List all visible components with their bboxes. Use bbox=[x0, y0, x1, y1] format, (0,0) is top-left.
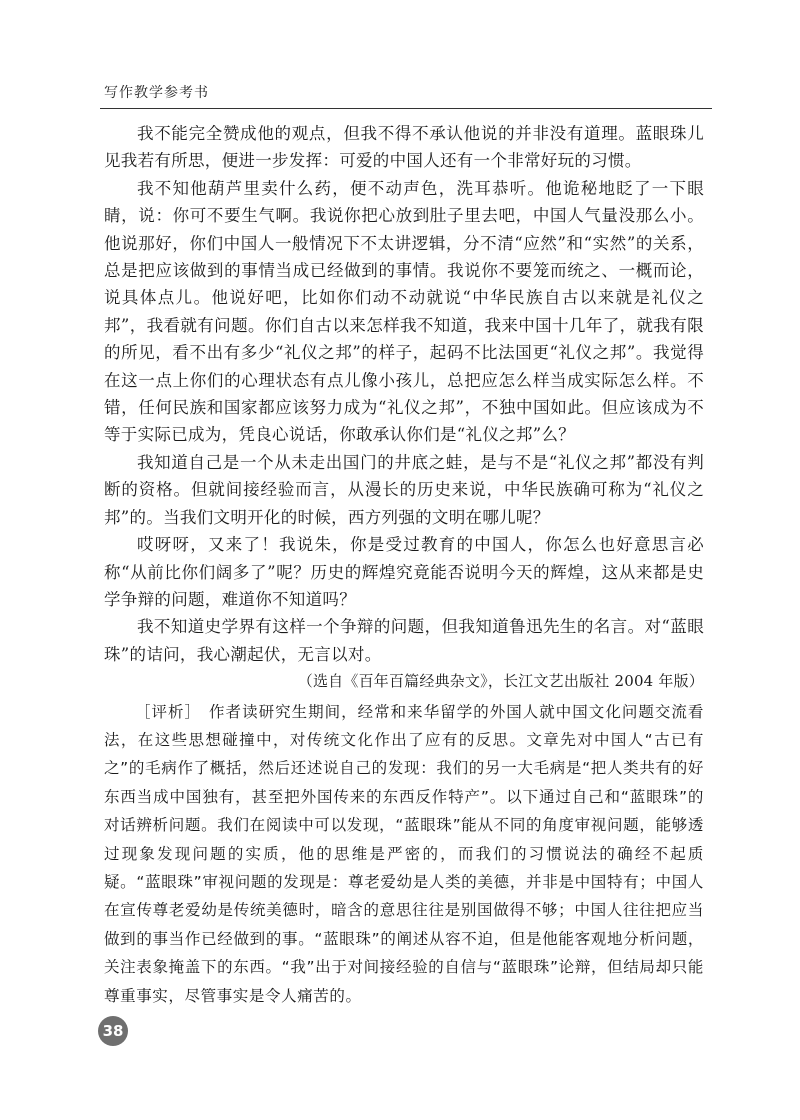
body-paragraph: 我不能完全赞成他的观点，但我不得不承认他说的并非没有道理。蓝眼珠儿见我若有所思，便进一步发挥：可爱的中国人还有一个非常好玩的习惯。 bbox=[104, 124, 704, 171]
commentary-tag: ［评析］ bbox=[135, 702, 202, 721]
body-paragraph: 哎呀呀，又来了！我说朱，你是受过教育的中国人，你怎么也好意思言必称“从前比你们阔多了”呢？历史的辉煌究竟能否说明今天的辉煌，这从来都是史学争辩的问题，难道你不知道吗？ bbox=[104, 535, 704, 609]
page-number-badge: 38 bbox=[98, 1016, 128, 1046]
header-rule bbox=[100, 108, 712, 109]
body-paragraph: 我不知道史学界有这样一个争辩的问题，但我知道鲁迅先生的名言。对“蓝眼珠”的诘问，我心潮起伏，无言以对。 bbox=[104, 617, 704, 664]
commentary-paragraph bbox=[104, 698, 704, 1010]
body-paragraph: 我不知他葫芦里卖什么药，便不动声色，洗耳恭听。他诡秘地眨了一下眼睛，说：你可不要生气啊。我说你把心放到肚子里去吧，中国人气量没那么小。他说那好，你们中国人一般情况下不太讲逻辑，分不清“应然”和“实然”的关系，总是把应该做到的事情当成已经做到的事情。我说你不要笼而统之、一概而论，说具体点儿。他说好吧，比如你们动不动就说“中华民族自古以来就是礼仪之邦”，我看就有问题。你们自古以来怎样我不知道，我来中国十几年了，就我有限的所见，看不出有多少“礼仪之邦”的样子，起码不比法国更“礼仪之邦”。我觉得在这一点上你们的心理状态有点儿像小孩儿，总把应怎么样当成实际怎么样。不错，任何民族和国家都应该努力成为“礼仪之邦”，不独中国如此。但应该成为不等于实际已成为，凭良心说话，你敢承认你们是“礼仪之邦”么？ bbox=[104, 178, 704, 445]
page-body bbox=[104, 120, 704, 1010]
commentary-text: 作者读研究生期间，经常和来华留学的外国人就中国文化问题交流看法，在这些思想碰撞中，对传统文化作出了应有的反思。文章先对中国人“古已有之”的毛病作了概括，然后还述说自己的发现：我们的另一大毛病是“把人类共有的好东西当成中国独有，甚至把外国传来的东西反作特产”。以下通过自己和“蓝眼珠”的对话辨析问题。我们在阅读中可以发现，“蓝眼珠”能从不同的角度审视问题，能够透过现象发现问题的实质，他的思维是严密的，而我们的习惯说法的确经不起质疑。“蓝眼珠”审视问题的发现是：尊老爱幼是人类的美德，并非是中国特有；中国人在宣传尊老爱幼是传统美德时，暗含的意思往往是别国做得不够；中国人往往把应当做到的事当作已经做到的事。“蓝眼珠”的阐述从容不迫，但是他能客观地分析问题，关注表象掩盖下的东西。“我”出于对间接经验的自信与“蓝眼珠”论辩，但结局却只能尊重事实，尽管事实是令人痛苦的。 bbox=[104, 702, 704, 1005]
body-paragraph: 我知道自己是一个从未走出国门的井底之蛙，是与不是“礼仪之邦”都没有判断的资格。但就间接经验而言，从漫长的历史来说，中华民族确可称为“礼仪之邦”的。当我们文明开化的时候，西方列强的文明在哪儿呢？ bbox=[104, 452, 704, 527]
source-citation: （选自《百年百篇经典杂文》，长江文艺出版社 2004 年版） bbox=[297, 672, 704, 691]
running-head: 写作教学参考书 bbox=[104, 85, 209, 101]
